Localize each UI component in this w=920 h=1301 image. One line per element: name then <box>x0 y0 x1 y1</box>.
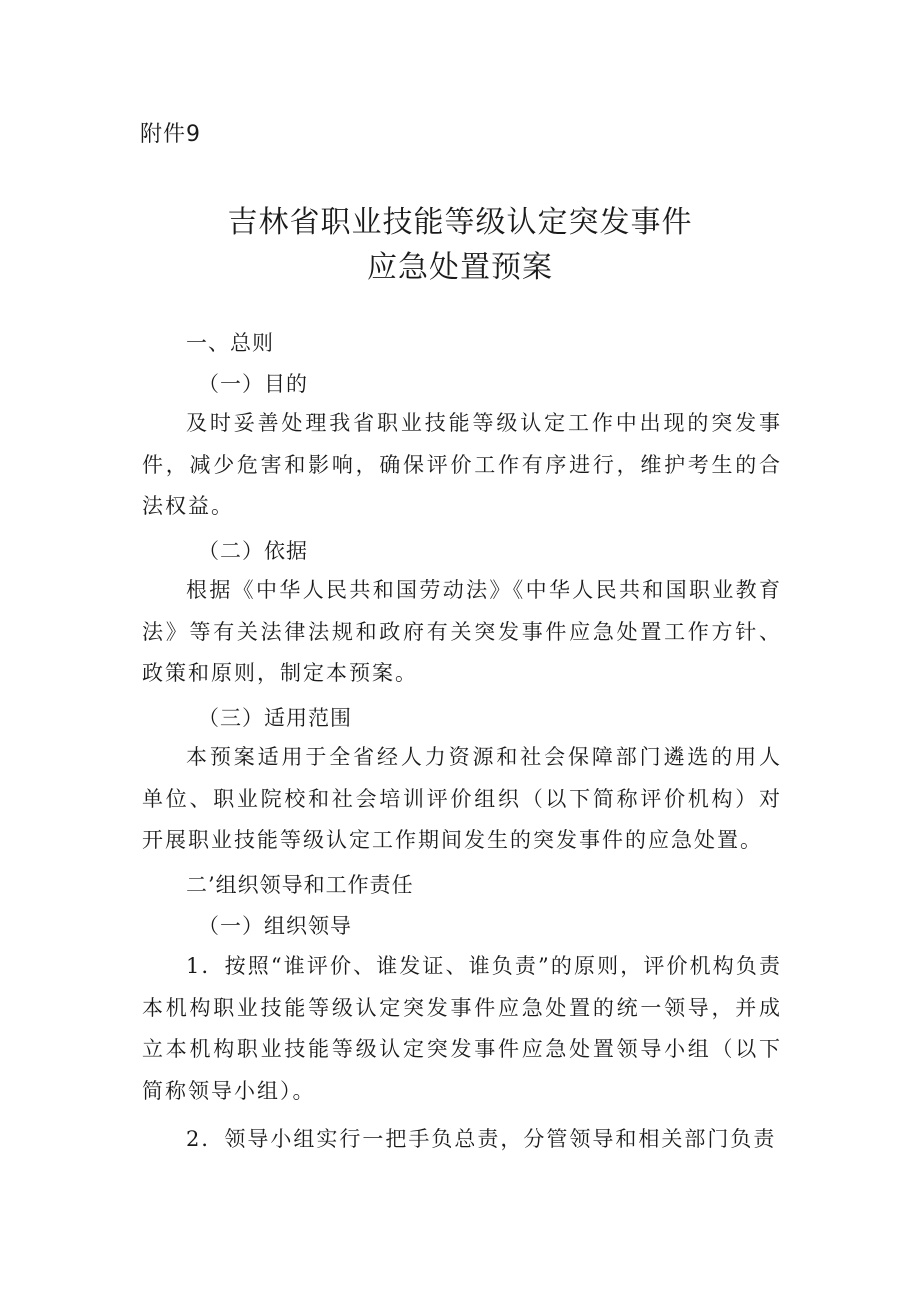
attachment-label: 附件9 <box>140 122 201 147</box>
section-2-1-item-1: 1．按照“谁评价、谁发证、谁负责”的原则，评价机构负责本机构职业技能等级认定突发事件应急处置的统一领导，并成立本机构职业技能等级认定突发事件应急处置领导小组（以下简称领导小组）。 <box>142 954 782 1103</box>
section-1-2-heading: （二）依据 <box>198 539 308 563</box>
document-title-line1: 吉林省职业技能等级认定突发事件 <box>227 205 693 240</box>
section-1-3-text: 本预案适用于全省经人力资源和社会保障部门遴选的用人单位、职业院校和社会培训评价组织（以下简称评价机构）对开展职业技能等级认定工作期间发生的突发事件的应急处置。 <box>142 745 782 852</box>
document-title-line2: 应急处置预案 <box>367 250 553 285</box>
section-1-3-heading: （三）适用范围 <box>198 706 352 730</box>
section-1-heading: 一、总则 <box>186 331 274 355</box>
section-2-1-heading: （一）组织领导 <box>198 914 352 938</box>
section-2-1-item-2: 2．领导小组实行一把手负总责，分管领导和相关部门负责 <box>186 1127 777 1151</box>
section-1-1-text: 及时妥善处理我省职业技能等级认定工作中出现的突发事件，减少危害和影响，确保评价工作有序进行，维护考生的合法权益。 <box>142 411 782 518</box>
section-2-heading: 二’组织领导和工作责任 <box>186 873 414 897</box>
section-1-1-heading: （一）目的 <box>198 372 308 396</box>
section-1-2-text: 根据《中华人民共和国劳动法》《中华人民共和国职业教育法》等有关法律法规和政府有关突发事件应急处置工作方针、政策和原则，制定本预案。 <box>142 578 782 685</box>
